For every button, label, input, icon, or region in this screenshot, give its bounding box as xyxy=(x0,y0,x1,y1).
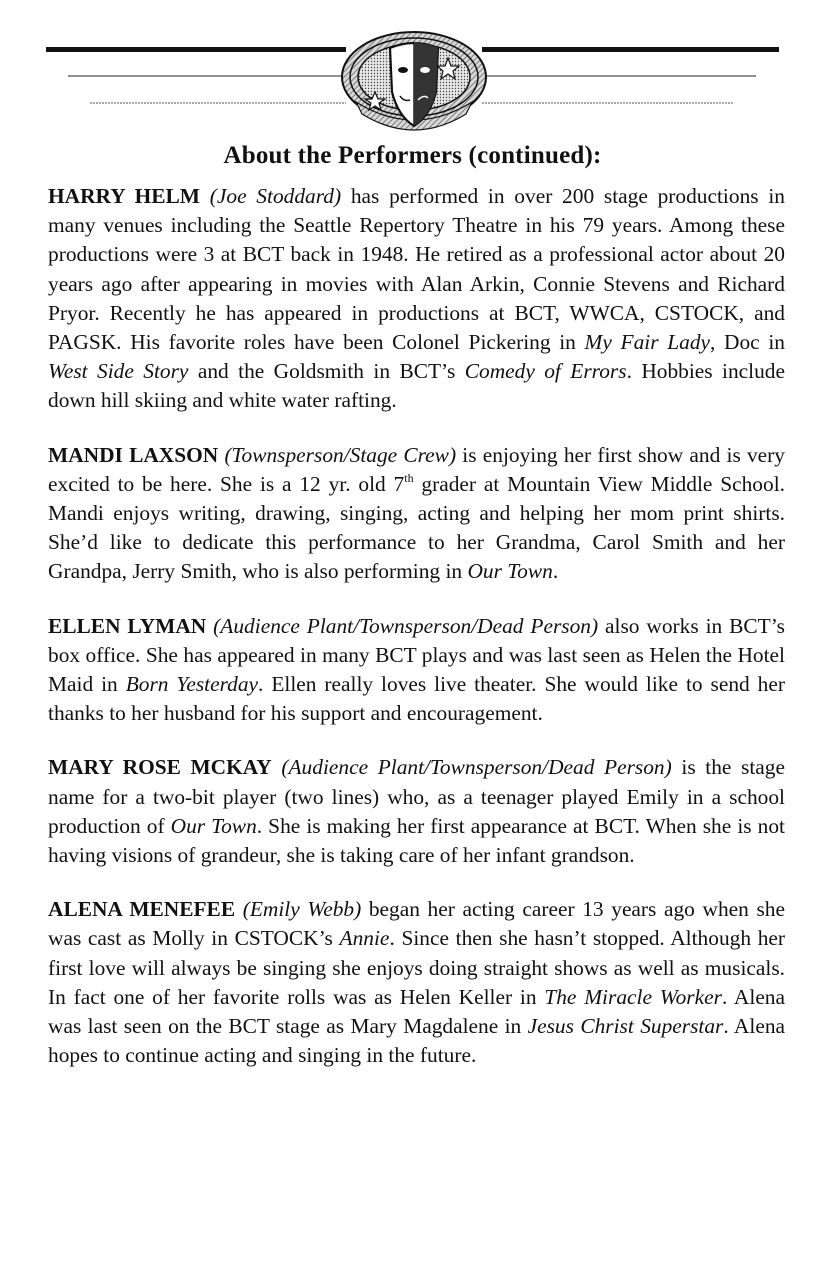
bio-text: . Since then she hasn’t stopped. Although her first love will always be singing she enjoys doing straight shows as well as musicals. In fact one of her favorite rolls was as Helen Keller in xyxy=(48,926,786,1009)
page-title: About the Performers (continued): xyxy=(223,142,602,169)
bio-alena-menefee xyxy=(48,895,785,1070)
performer-name: ELLEN LYMAN xyxy=(48,613,207,638)
performer-role: (Townsperson/Stage Crew) xyxy=(224,442,457,467)
bio-mandi-laxson xyxy=(48,441,785,587)
bio-text: grader at Mountain View Middle School. Mandi enjoys writing, drawing, singing, acting and helping her mom print shirts. She’d like to dedicate this performance to her Grandma, Carol Smith and her Grandpa, Jerry Smith, who is also performing in xyxy=(48,471,785,584)
show-title: Annie xyxy=(339,926,390,951)
bio-text: , Doc in xyxy=(710,330,785,355)
bio-text: has performed in over 200 stage productions in many venues including the Seattle Repertory Theatre in his 79 years. Among these productions were 3 at BCT back in 1948. He retired as a professional actor about 20 years ago after appearing in movies with Alan Arkin, Connie Stevens and Richard Pryor. Recently he has appeared in productions at BCT, WWCA, CSTOCK, and PAGSK. His favorite roles have been Colonel Pickering in xyxy=(48,184,785,355)
performer-name: HARRY HELM xyxy=(48,184,200,208)
show-title: Comedy of Errors xyxy=(464,359,627,384)
bio-text: . xyxy=(552,559,559,584)
bio-text: and the Goldsmith in BCT’s xyxy=(188,359,465,384)
show-title: My Fair Lady xyxy=(584,330,711,355)
bio-text: began her acting career 13 years ago when she was cast as Molly in CSTOCK’s xyxy=(48,897,785,951)
bio-ellen-lyman xyxy=(48,612,785,729)
performer-name: ALENA MENEFEE xyxy=(48,897,236,922)
performer-role: (Audience Plant/Townsperson/Dead Person) xyxy=(213,613,599,638)
bio-text: is enjoying her first show and is very excited to be here. She is a 12 yr. old 7 xyxy=(48,442,785,496)
bio-text: . Alena was last seen on the BCT stage as Mary Magdalene in xyxy=(48,984,785,1039)
bio-text: . She is making her first appearance at BCT. When she is not having visions of grandeur, she is taking care of her infant grandson. xyxy=(48,813,785,868)
bio-text: . Alena hopes to continue acting and singing in the future. xyxy=(48,1014,786,1068)
show-title: Born Yesterday xyxy=(125,672,259,697)
bio-text: . Ellen really loves live theater. She would like to send her thanks to her husband for his support and encouragement. xyxy=(48,672,785,726)
performer-role: (Emily Webb) xyxy=(242,897,362,922)
bio-text: is the stage name for a two-bit player (two lines) who, as a teenager played Emily in a school production of xyxy=(48,755,785,838)
performer-role: (Audience Plant/Townsperson/Dead Person) xyxy=(281,755,672,780)
show-title: The Miracle Worker xyxy=(544,984,722,1009)
show-title: Jesus Christ Superstar xyxy=(527,1014,724,1039)
performer-role: (Joe Stoddard) xyxy=(209,184,342,208)
show-title: Our Town xyxy=(467,559,553,584)
show-title: Our Town xyxy=(170,813,257,838)
performer-name: MANDI LAXSON xyxy=(48,442,219,467)
bio-text: . Hobbies include down hill skiing and white water rafting. xyxy=(48,359,785,413)
theatre-masks-emblem-icon xyxy=(40,30,785,155)
bio-mary-rose-mckay xyxy=(48,753,785,870)
performer-bios xyxy=(48,182,785,1095)
bio-text: also works in BCT’s box office. She has appeared in many BCT plays and was last seen as Helen the Hotel Maid in xyxy=(48,613,785,697)
show-title: West Side Story xyxy=(48,359,189,384)
ordinal-suffix: th xyxy=(404,470,414,485)
performer-name: MARY ROSE MCKAY xyxy=(48,755,272,780)
bio-harry-helm xyxy=(48,182,785,416)
